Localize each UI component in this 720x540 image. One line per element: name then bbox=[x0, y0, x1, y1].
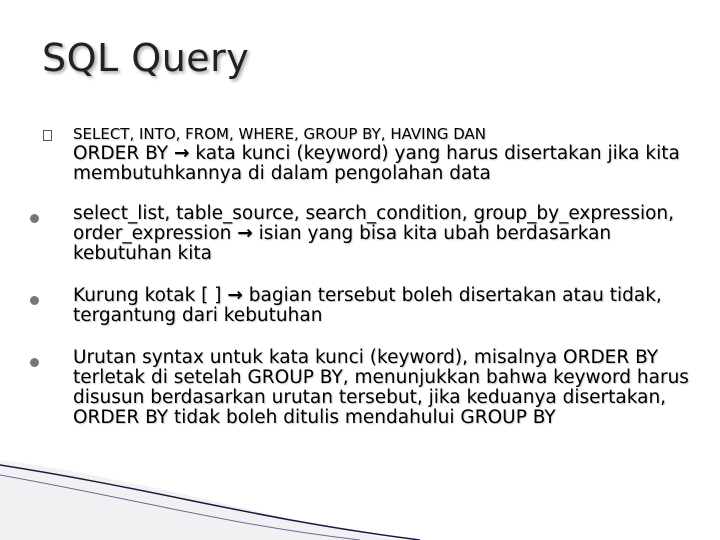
bullet-item bbox=[40, 286, 690, 326]
bullet-item bbox=[40, 204, 690, 264]
arrow-icon: → bbox=[173, 143, 190, 164]
arrow-icon: → bbox=[237, 223, 253, 244]
dot-bullet-icon bbox=[30, 358, 39, 367]
bullet-list bbox=[40, 124, 690, 450]
bullet-item bbox=[40, 348, 690, 428]
keyword-order-by: ORDER BY bbox=[73, 143, 169, 164]
bullet-lead: select_list, table_source, search_condition, group_by_expression, order_expression bbox=[73, 203, 675, 244]
bullet-text bbox=[73, 204, 690, 264]
bullet-lead: Kurung kotak [ ] bbox=[73, 285, 222, 306]
bullet-description: isian yang bisa kita ubah berdasarkan kebutuhan kita bbox=[73, 223, 612, 264]
bullet-text: Urutan syntax untuk kata kunci (keyword), misalnya ORDER BY terletak di setelah GROUP BY, menunjukkan bahwa keyword harus disusun berdasarkan urutan tersebut, jika keduanya disertakan, ORDER BY tidak boleh ditulis mendahului GROUP BY bbox=[73, 347, 689, 428]
slide-title: SQL Query bbox=[42, 36, 250, 80]
bullet-description: kata kunci (keyword) yang harus disertakan jika kita membutuhkannya di dalam pengolahan data bbox=[73, 143, 680, 184]
arrow-icon: → bbox=[227, 285, 243, 306]
dot-bullet-icon bbox=[30, 214, 39, 223]
decorative-wave bbox=[0, 460, 720, 540]
bullet-text bbox=[73, 124, 690, 184]
bullet-description: bagian tersebut boleh disertakan atau tidak, tergantung dari kebutuhan bbox=[73, 285, 662, 326]
square-bullet-icon bbox=[43, 130, 52, 141]
bullet-item bbox=[40, 124, 690, 184]
dot-bullet-icon bbox=[30, 296, 39, 305]
keyword-list: SELECT, INTO, FROM, WHERE, GROUP BY, HAVING DAN bbox=[73, 125, 486, 143]
bullet-text bbox=[73, 286, 690, 326]
